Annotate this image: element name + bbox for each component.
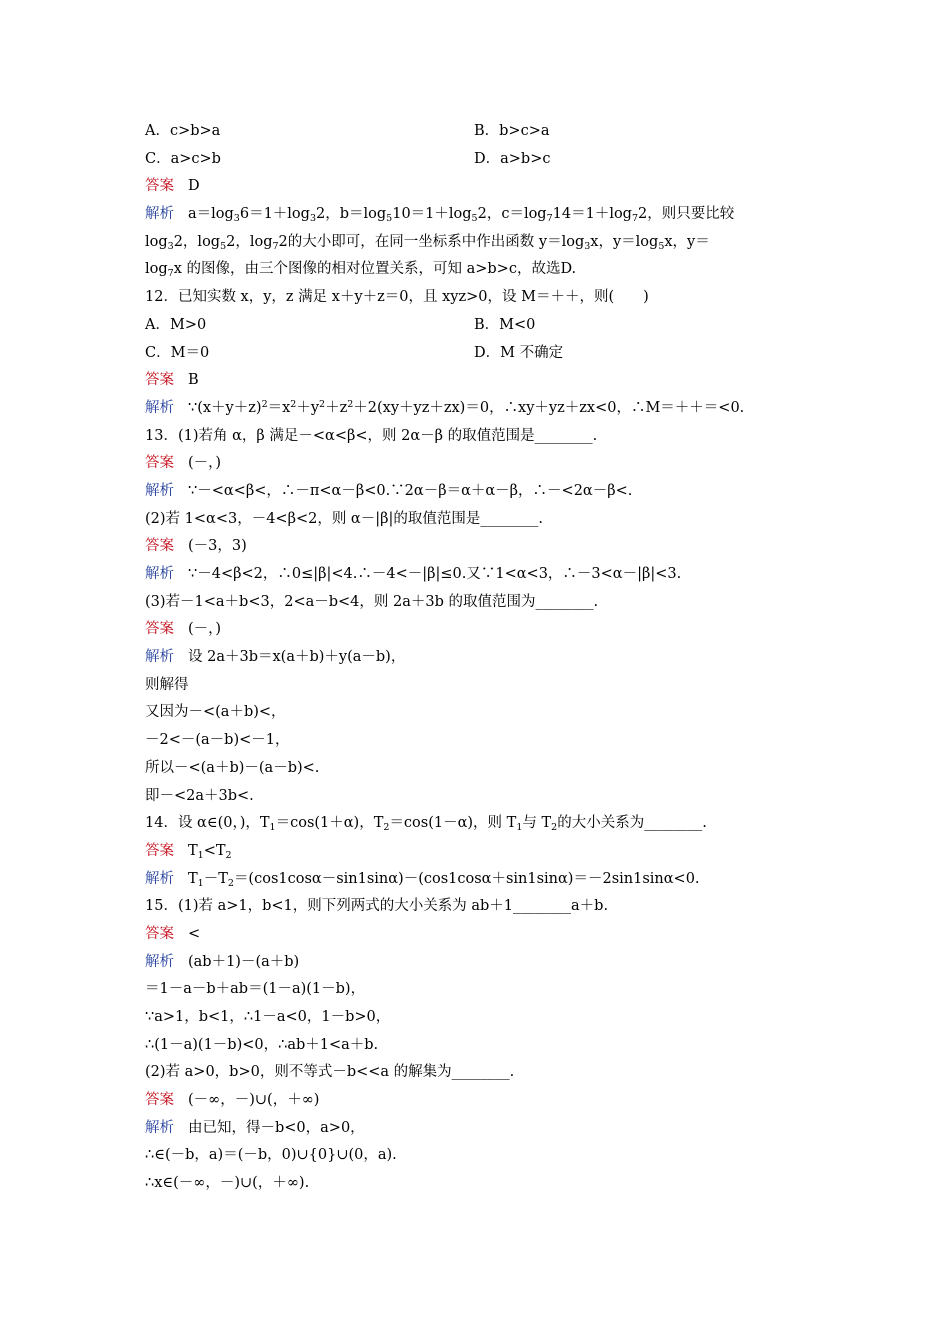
- q13-explanation-3-line-4: －2<－(a－b)<－1，: [145, 732, 290, 749]
- q13-explanation-3-line-2: 则解得: [145, 676, 189, 693]
- q15-explanation-2: [145, 1115, 815, 1143]
- q12-options-row-1: [145, 312, 815, 340]
- q15-explanation-2-line-3: ∴x∈(－∞，－)∪(，＋∞).: [145, 1175, 310, 1192]
- q12-options-row-2: [145, 340, 815, 368]
- subscript: 2: [551, 822, 558, 834]
- subscript: 5: [471, 213, 478, 225]
- q11-options-row-1: [145, 118, 815, 146]
- q12-answer: [145, 367, 815, 395]
- q15-stem-1: 15．(1)若 a>1，b<1，则下列两式的大小关系为 ab＋1________a＋b.: [145, 898, 609, 915]
- q13-explanation-3-line-5: 所以－<(a＋b)－(a－b)<.: [145, 759, 320, 776]
- text: ∵(x＋y＋z): [188, 399, 262, 416]
- q15-explanation-1: [145, 949, 815, 977]
- q14-explanation: [145, 866, 815, 894]
- subscript: 5: [386, 213, 393, 225]
- subscript: 1: [516, 822, 523, 834]
- q11-explanation-line-3: [145, 256, 815, 284]
- text: ＋y: [296, 399, 320, 416]
- text: ＝cos(1－α)，则 T: [389, 815, 517, 832]
- q13-explanation-3-line-6: 即－<2a＋3b<.: [145, 787, 254, 804]
- answer-label: 答案: [145, 455, 174, 472]
- text: 2，c＝log: [477, 206, 547, 223]
- q14-answer: [145, 838, 815, 866]
- subscript: 5: [658, 240, 665, 252]
- q13-explanation-1: [145, 478, 815, 506]
- q15-stem-2: (2)若 a>0，b>0，则不等式－b<<a 的解集为________.: [145, 1064, 515, 1081]
- answer-value: (－3，3): [188, 538, 247, 555]
- text: 2，b＝log: [316, 206, 387, 223]
- text: 2，则只要比较: [638, 206, 735, 223]
- subscript: 2: [383, 822, 390, 834]
- explain-label: 解析: [145, 566, 174, 582]
- answer-label: 答案: [145, 372, 174, 389]
- text: T: [188, 870, 198, 887]
- q13-explanation-2: [145, 561, 815, 589]
- subscript: 3: [233, 213, 240, 225]
- subscript: 7: [631, 213, 639, 225]
- q12-option-c: C．M＝0: [145, 344, 210, 361]
- answer-label: 答案: [145, 842, 174, 859]
- q13-answer-1: [145, 450, 815, 478]
- subscript: 5: [220, 240, 227, 252]
- subscript: 7: [272, 240, 279, 252]
- answer-label: 答案: [145, 1092, 174, 1109]
- subscript: 1: [269, 822, 276, 834]
- explain-label: 解析: [145, 206, 174, 223]
- explain-label: 解析: [145, 870, 174, 887]
- subscript: 1: [197, 849, 204, 861]
- q13-stem-3: (3)若－1<a＋b<3，2<a－b<4，则 2a＋3b 的取值范围为________.: [145, 593, 599, 610]
- text: 6＝1＋log: [239, 206, 310, 223]
- subscript: 7: [167, 268, 174, 280]
- q12-option-d: D．M 不确定: [474, 344, 564, 361]
- text: x，y＝log: [590, 233, 659, 250]
- q11-explanation-line-1: [145, 201, 815, 229]
- text: 2，log: [226, 233, 273, 250]
- text: ＝x: [267, 399, 291, 416]
- superscript: 2: [290, 398, 297, 410]
- q13-explanation-3: [145, 644, 815, 672]
- q12-stem: 12．已知实数 x，y，z 满足 x＋y＋z＝0，且 xyz>0，设 M＝＋＋，则( ): [145, 289, 649, 306]
- subscript: 3: [309, 213, 316, 225]
- text: log: [145, 233, 168, 250]
- text: －T: [203, 870, 228, 887]
- q11-answer: [145, 173, 815, 201]
- answer-label: 答案: [145, 925, 174, 942]
- explain-label: 解析: [145, 482, 174, 499]
- q15-explanation-1-line-2: ＝1－a－b＋ab＝(1－a)(1－b)，: [145, 981, 366, 998]
- text: 的大小关系为________.: [557, 815, 707, 832]
- answer-value: <: [188, 925, 201, 942]
- explain-label: 解析: [145, 1119, 174, 1136]
- q11-option-c: C．a>c>b: [145, 150, 221, 167]
- q11-options-row-2: [145, 146, 815, 174]
- document-page: [145, 118, 815, 1198]
- text: x 的图像，由三个图像的相对位置关系，可知 a>b>c，故选D.: [173, 261, 577, 278]
- text: 2的大小即可，在同一坐标系中作出函数 y＝log: [278, 233, 585, 250]
- explain-label: 解析: [145, 953, 174, 970]
- answer-value: D: [188, 178, 200, 195]
- subscript: 2: [225, 849, 232, 861]
- text: 与 T: [522, 815, 552, 832]
- answer-label: 答案: [145, 178, 174, 195]
- subscript: 3: [584, 240, 591, 252]
- text: 14．设 α∈(0，)，T: [145, 815, 270, 832]
- q13-stem-1: 13．(1)若角 α，β 满足－<α<β<，则 2α－β 的取值范围是________.: [145, 427, 598, 444]
- answer-value: (－∞，－)∪(，＋∞): [188, 1092, 320, 1109]
- superscript: 2: [261, 398, 268, 410]
- q11-option-a: A．c>b>a: [145, 123, 221, 139]
- q12-explanation: [145, 395, 815, 423]
- text: 由已知，得－b<0，a>0，: [188, 1119, 365, 1136]
- subscript: 2: [227, 877, 234, 889]
- text: T: [188, 842, 198, 859]
- text: 2，log: [173, 233, 221, 250]
- q14-stem: [145, 810, 815, 838]
- q15-explanation-1-line-3: ∵a>1，b<1，∴1－a<0，1－b>0，: [145, 1009, 391, 1025]
- superscript: 2: [319, 398, 326, 410]
- text: ＋2(xy＋yz＋zx)＝0，∴xy＋yz＋zx<0，∴M＝＋＋＝<0.: [353, 399, 745, 416]
- text: a＝log: [188, 206, 234, 223]
- q11-explanation-line-2: [145, 229, 815, 257]
- q15-answer-1: [145, 921, 815, 949]
- text: (ab＋1)－(a＋b): [188, 953, 300, 970]
- text: ＝cos(1＋α)，T: [275, 815, 384, 832]
- q15-explanation-1-line-4: ∴(1－a)(1－b)<0，∴ab＋1<a＋b.: [145, 1036, 379, 1053]
- text: x，y＝: [664, 233, 710, 250]
- text: 设 2a＋3b＝x(a＋b)＋y(a－b)，: [188, 649, 406, 666]
- text: 14＝1＋log: [552, 206, 632, 223]
- text: ∵－4<β<2，∴0≤|β|<4.∴－4<－|β|≤0.又∵1<α<3，∴－3<α－|β|<3.: [188, 566, 682, 582]
- q11-option-b: B．b>c>a: [474, 123, 550, 139]
- q13-explanation-3-line-3: 又因为－<(a＋b)<，: [145, 704, 286, 721]
- text: 10＝1＋log: [392, 206, 472, 223]
- q15-answer-2: [145, 1087, 815, 1115]
- text: ＝(cos1cosα－sin1sinα)－(cos1cosα＋sin1sinα)＝－2sin1sinα<0.: [233, 870, 700, 887]
- text: ＋z: [325, 399, 348, 416]
- q13-answer-3: [145, 616, 815, 644]
- text: <T: [203, 842, 226, 859]
- answer-value: (－，): [188, 621, 222, 638]
- answer-label: 答案: [145, 538, 174, 555]
- text: log: [145, 261, 168, 278]
- q12-option-a: A．M>0: [145, 316, 207, 333]
- answer-label: 答案: [145, 621, 174, 638]
- subscript: 1: [197, 877, 204, 889]
- q12-option-b: B．M<0: [474, 316, 536, 333]
- q13-answer-2: [145, 533, 815, 561]
- q15-explanation-2-line-2: ∴∈(－b，a)＝(－b，0)∪{0}∪(0，a).: [145, 1147, 397, 1164]
- explain-label: 解析: [145, 649, 174, 666]
- q11-option-d: D．a>b>c: [474, 150, 551, 167]
- superscript: 2: [347, 398, 354, 410]
- answer-value: B: [188, 372, 199, 389]
- explain-label: 解析: [145, 399, 174, 416]
- answer-value: (－，): [188, 455, 222, 472]
- subscript: 7: [546, 213, 553, 225]
- text: ∵－<α<β<，∴－π<α－β<0.∵2α－β＝α＋α－β，∴－<2α－β<.: [188, 482, 633, 499]
- q13-stem-2: (2)若 1<α<3，－4<β<2，则 α－|β|的取值范围是________.: [145, 510, 543, 527]
- subscript: 3: [167, 240, 174, 252]
